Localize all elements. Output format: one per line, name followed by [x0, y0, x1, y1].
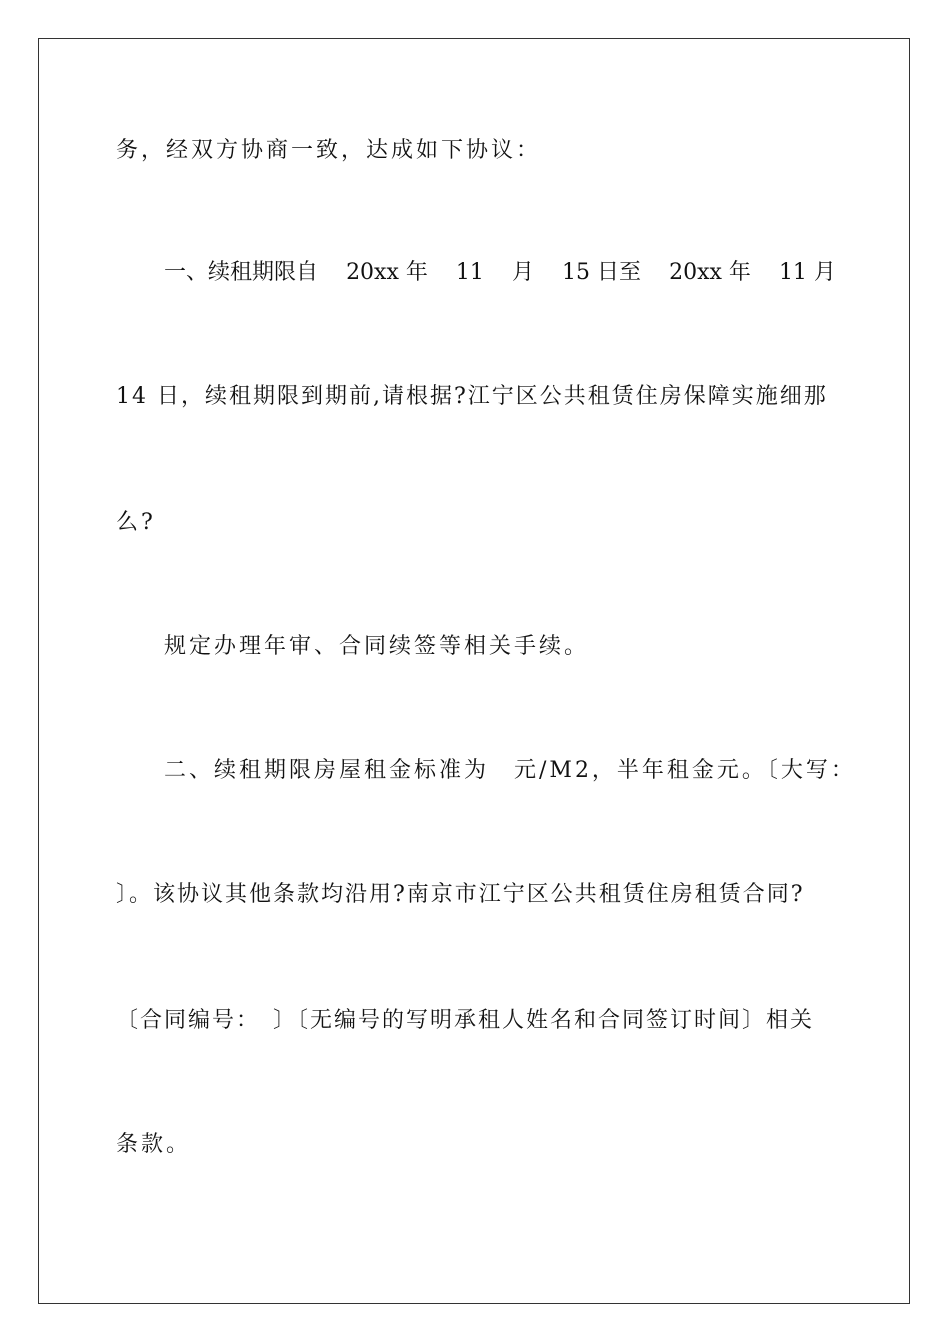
- text-line-4: 么?: [116, 510, 156, 535]
- page-border: [38, 38, 910, 1304]
- text-line-3: 14 日，续租期限到期前,请根据?江宁区公共租赁住房保障实施细那: [116, 384, 828, 409]
- text-line-5: 规定办理年审、合同续签等相关手续。: [164, 634, 590, 659]
- text-line-1: 务，经双方协商一致，达成如下协议：: [116, 138, 542, 163]
- start-year: 20xx 年: [346, 260, 428, 285]
- end-month: 11 月: [778, 260, 836, 285]
- term-label: 一、续租期限自: [164, 260, 319, 285]
- end-year: 20xx 年: [669, 260, 751, 285]
- start-day: 15 日至: [562, 260, 642, 285]
- text-line-7: 〕。该协议其他条款均沿用?南京市江宁区公共租赁住房租赁合同?: [116, 882, 805, 907]
- text-line-8: 〔合同编号： 〕〔无编号的写明承租人姓名和合同签订时间〕相关: [116, 1008, 815, 1033]
- text-line-2: [164, 258, 836, 288]
- start-month-label: 月: [511, 260, 534, 285]
- text-line-6: 二、续租期限房屋租金标准为 元/M2，半年租金元。〔大写：: [164, 758, 856, 783]
- start-month-num: 11: [455, 260, 484, 285]
- text-line-9: 条款。: [116, 1132, 192, 1157]
